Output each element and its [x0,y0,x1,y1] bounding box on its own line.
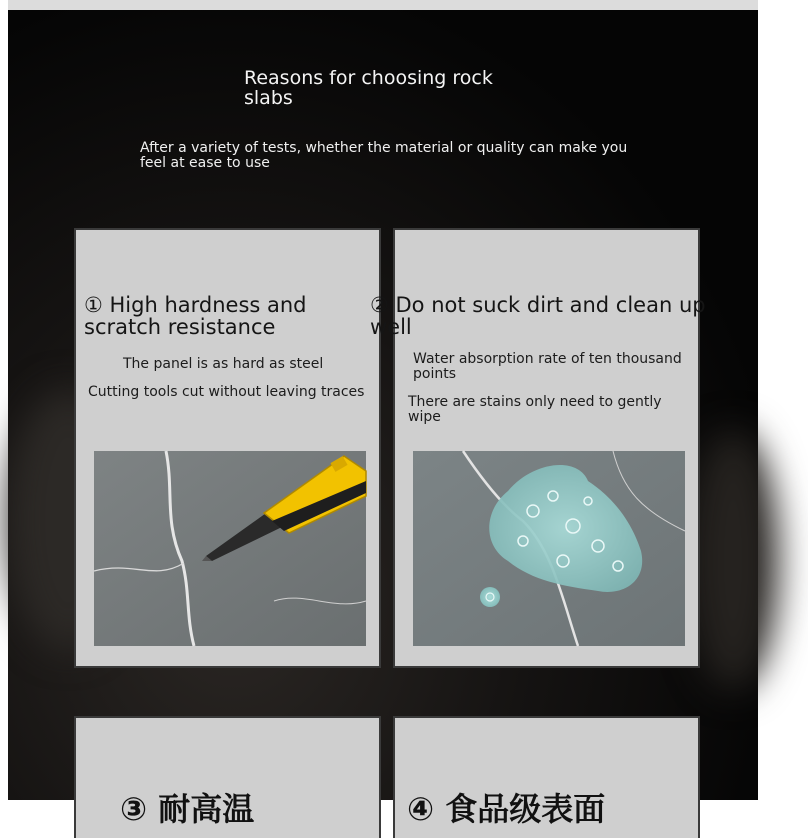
feature-line: Cutting tools cut without leaving traces [88,384,365,400]
feature-card-stain-resistance [370,230,706,666]
ambient-glow-right [688,430,778,690]
water-bubbles-on-stone-image [413,451,685,646]
poster-background [8,10,758,828]
feature-card-hardness [76,230,379,666]
feature-card-food-grade [395,718,698,838]
knife-on-stone-image [94,451,366,646]
section-subtitle: After a variety of tests, whether the material or quality can make you feel at ease to use [140,140,628,171]
feature-title: ② Do not suck dirt and clean up well [370,293,706,339]
section-title: Reasons for choosing rock slabs [244,67,493,109]
feature-line: The panel is as hard as steel [123,356,324,372]
feature-title: ③ 耐高温 [120,790,255,828]
feature-line: There are stains only need to gently wipe [408,394,662,425]
feature-card-heat-resistance [76,718,379,838]
top-strip [8,0,758,10]
feature-line: Water absorption rate of ten thousand points [413,351,682,382]
feature-title: ④ 食品级表面 [407,790,606,828]
feature-title: ① High hardness and scratch resistance [84,293,307,339]
